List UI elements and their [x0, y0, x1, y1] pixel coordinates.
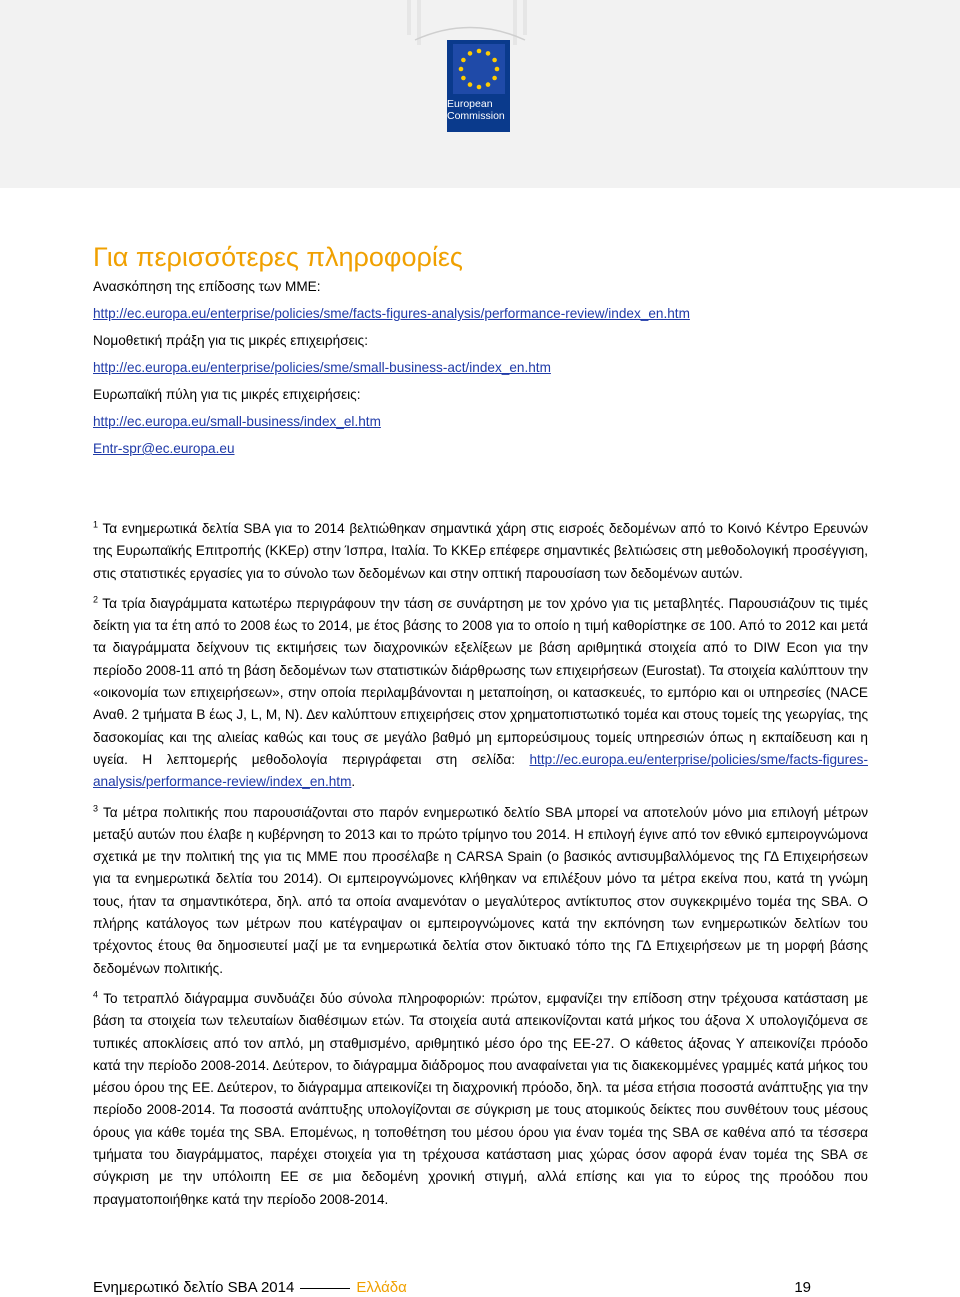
eu-star-icon — [459, 67, 464, 72]
eu-star-icon — [486, 51, 491, 56]
footnote-number: 4 — [93, 989, 99, 1000]
footnote-4 — [93, 988, 868, 1211]
eu-star-icon — [495, 67, 500, 72]
footnote-number: 1 — [93, 519, 99, 530]
link-url-3[interactable]: http://ec.europa.eu/small-business/index_el.htm — [93, 414, 381, 429]
footnote-text: Τα μέτρα πολιτικής που παρουσιάζονται στο παρόν ενημερωτικό δελτίο SBA μπορεί να αποτελούν μόνο μια επιλογή μέτρων μεταξύ αυτών που έλαβε η κυβέρνηση το 2013 και το πρώτο τρίμηνο του 2014. Η επιλογή έγινε από τον εθνικό εμπειρογνώμονα σχετικά με την πολιτική της για τις ΜΜΕ που προσέλαβε η CARSA Spain (ο βασικός αντισυμβαλλόμενος της ΓΔ Επιχειρήσεων για τα ενημερωτικά δελτία του 2014). Οι εμπειρογνώμονες κλήθηκαν να επιλέξουν μόνο τα μέτρα εκείνα που, κατά τη γνώμη τους, ήταν τα σημαντικότερα, δηλ. από τα οποία αναμενόταν ο μεγαλύτερος αντίκτυπος στον συγκεκριμένο τομέα της SBA. Ο πλήρης κατάλογος των μέτρων που κατέγραψαν οι εμπειρογνώμονες κατά την εκπόνηση των ενημερωτικών δελτίων του τρέχοντος έτους θα δημοσιευτεί μαζί με τα ενημερωτικά δελτία στον δικτυακό τόπο της ΓΔ Επιχειρήσεων με τη μορφή βάσης δεδομένων πολιτικής. — [93, 804, 869, 976]
link-label-3: Ευρωπαϊκή πύλη για τις μικρές επιχειρήσεις: — [93, 387, 361, 402]
footer-country: Ελλάδα — [356, 1279, 407, 1296]
logo-text — [447, 98, 547, 122]
eu-star-icon — [486, 82, 491, 87]
footnote-number: 2 — [93, 594, 99, 605]
eu-star-icon — [477, 85, 482, 90]
page-title: Για περισσότερες πληροφορίες — [93, 242, 463, 272]
footnote-text: Τα ενημερωτικά δελτία SBA για το 2014 βελτιώθηκαν σημαντικά χάρη στις εισροές δεδομένων από το Κοινό Κέντρο Ερευνών της Ευρωπαϊκής Επιτροπής (ΚΚΕρ) στην Ίσπρα, Ιταλία. Το ΚΚΕρ επέφερε σημαντικές βελτιώσεις στη μεθοδολογική προσέγγιση, στις στατιστικές εργασίες για το σύνολο των δεδομένων και στην οπτική παρουσίαση των δεδομένων αυτών. — [93, 521, 868, 581]
page-number: 19 — [794, 1279, 811, 1296]
footnote-2 — [93, 593, 868, 794]
footer-divider — [300, 1288, 350, 1289]
eu-star-icon — [492, 58, 497, 63]
eu-star-icon — [468, 82, 473, 87]
footnote-text: Τα τρία διαγράμματα κατωτέρω περιγράφουν την τάση σε συνάρτηση με τον χρόνο για τις μεταβλητές. Παρουσιάζουν τις τιμές δείκτη για τα έτη από το 2008 έως το 2014, με έτος βάσης το 2008 για το οποίο η τιμή καθορίστηκε σε 100. Από το 2012 και μετά τα διαγράμματα δείχνουν τις εκτιμήσεις των διαχρονικών εξελίξεων με βάση αριθμητικά στοιχεία από το DIW Econ για την περίοδο 2008-11 από τη βάση δεδομένων των στατιστικών διάρθρωσης των επιχειρήσεων (Eurostat). Τα στοιχεία καλύπτουν την «οικονομία των επιχειρήσεων», στην οποία περιλαμβάνονται η μεταποίηση, οι κατασκευές, το εμπόριο και οι υπηρεσίες (NACE Αναθ. 2 τμήματα Β έως J, L, M, N). Δεν καλύπτουν επιχειρήσεις στον χρηματοπιστωτικό τομέα και στους τομείς της γεωργίας, της δασοκομίας και της αλιείας καθώς και τους σε μεγάλο βαθμό μη εμπορεύσιμους τομείς υπηρεσιών όπως η εκπαίδευση και η υγεία. Η λεπτομερής μεθοδολογία περιγράφεται στη σελίδα: — [93, 595, 868, 767]
footnotes — [93, 518, 868, 1211]
logo-line-2: Commission — [447, 110, 505, 122]
eu-star-icon — [461, 58, 466, 63]
link-label-2: Νομοθετική πράξη για τις μικρές επιχειρήσεις: — [93, 333, 369, 348]
eu-star-icon — [492, 76, 497, 81]
footer-title: Ενημερωτικό δελτίο SBA 2014 — [93, 1279, 295, 1296]
eu-star-icon — [468, 51, 473, 56]
footnote-link[interactable]: http://ec.europa.eu/enterprise/policies/sme/facts-figures-analysis/performance-review/index_en.htm — [93, 751, 868, 790]
eu-star-icon — [477, 49, 482, 54]
email-link[interactable]: Entr-spr@ec.europa.eu — [93, 441, 235, 456]
link-url-1[interactable]: http://ec.europa.eu/enterprise/policies/sme/facts-figures-analysis/performance-review/index_en.htm — [93, 306, 690, 321]
page-footer — [93, 1279, 811, 1296]
footnote-text: Το τετραπλό διάγραμμα συνδυάζει δύο σύνολα πληροφοριών: πρώτον, εμφανίζει την επίδοση στην τρέχουσα κατάσταση με βάση τα στοιχεία των τελευταίων διαθέσιμων ετών. Τα στοιχεία αυτά απεικονίζονται κατά μήκος του άξονα Χ υπολογιζόμενα σε τυπικές αποκλίσεις από τον απλό, μη σταθμισμένο, αριθμητικό μέσο όρο της ΕΕ-27. Ο κάθετος άξονας Υ απεικονίζει πρόοδο κατά την περίοδο 2008-2014. Δεύτερον, το διάγραμμα διάδρομος που αναφαίνεται για τις διακεκομμένες γραμμές κατά μήκος του μέσου όρου της ΕΕ. Δεύτερον, το διάγραμμα απεικονίζει τη διαχρονική πρόοδο, δηλ. τα μέσα ετήσια ποσοστά ανάπτυξης για την περίοδο 2008-2014. Τα ποσοστά ανάπτυξης υπολογίζονται σε σύγκριση με τους ατομικούς δείκτες που συνθέτουν τους μέσους όρους για κάθε τομέα της SBA. Επομένως, η τοποθέτηση του μέσου όρου για έναν τομέα της SBA σε καθένα από τα τέσσερα τμήματα του διαγράμματος, παρέχει στοιχεία για τη τρέχουσα κατάσταση μιας χώρας όσον αφορά έναν τομέα της SBA σε σύγκριση με την υπόλοιπη ΕΕ σε μια δεδομένη χρονική στιγμή, αλλά επίσης και για το εύρος της προόδου που πραγματοποιήθηκε κατά την περίοδο 2008-2014. — [93, 990, 869, 1207]
logo-line-1: European — [447, 98, 493, 110]
footnote-end: . — [351, 774, 356, 790]
footnote-number: 3 — [93, 803, 99, 814]
eu-star-icon — [461, 76, 466, 81]
footnote-3 — [93, 802, 868, 980]
footnote-1 — [93, 518, 868, 585]
link-label-1: Ανασκόπηση της επίδοσης των ΜΜΕ: — [93, 279, 321, 294]
link-url-2[interactable]: http://ec.europa.eu/enterprise/policies/sme/small-business-act/index_en.htm — [93, 360, 551, 375]
